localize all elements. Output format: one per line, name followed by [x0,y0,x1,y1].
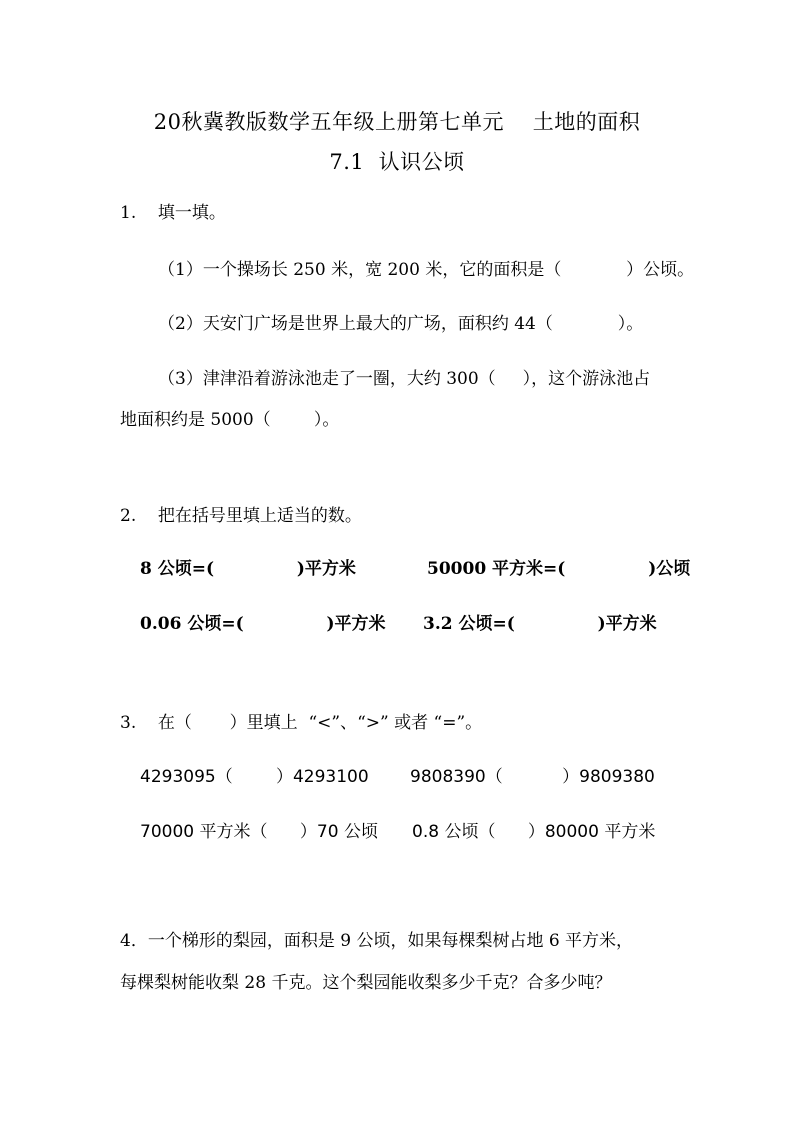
q4-line-2: 每棵梨树能收梨 28 千克。这个梨园能收梨多少千克？合多少吨？ [120,973,612,993]
q2-cell-3: 0.06 公顷=( )平方米 [140,614,386,634]
q1-heading: 1. 填一填。 [120,203,226,223]
page-subtitle: 7.1 认识公顷 [329,150,465,174]
q3-cell-4: 0.8 公顷（ ）80000 平方米 [412,822,656,842]
q3-cell-2: 9808390（ ）9809380 [410,767,655,787]
q3-cell-1: 4293095（ ）4293100 [140,767,369,787]
q1-item-3: （3）津津沿着游泳池走了一圈，大约 300（ ），这个游泳池占 [158,369,651,389]
q1-item-1: （1）一个操场长 250 米，宽 200 米，它的面积是（ ）公顷。 [158,260,695,280]
q2-cell-1: 8 公顷=( )平方米 [140,559,356,579]
q4-line-1: 4．一个梯形的梨园，面积是 9 公顷，如果每棵梨树占地 6 平方米， [120,931,634,951]
page-title: 20秋冀教版数学五年级上册第七单元 土地的面积 [153,110,641,134]
q2-cell-2: 50000 平方米=( )公顷 [427,559,691,579]
q3-heading: 3. 在（ ）里填上 “<”、“>” 或者 “=”。 [120,713,483,733]
q1-item-3-continued: 地面积约是 5000（ ）。 [120,410,340,430]
q1-item-2: （2）天安门广场是世界上最大的广场，面积约 44（ ）。 [158,314,644,334]
q3-cell-3: 70000 平方米（ ）70 公顷 [140,822,378,842]
q2-cell-4: 3.2 公顷=( )平方米 [423,614,657,634]
q2-heading: 2. 把在括号里填上适当的数。 [120,506,362,526]
